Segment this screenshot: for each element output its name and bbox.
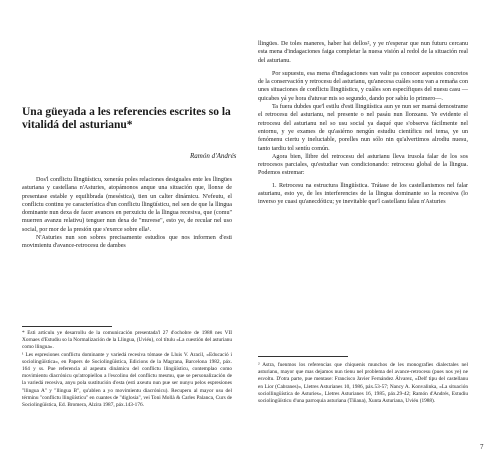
paragraph: N'Asturies nun son sobres precisamente estudios que nos informen d'esti movimientu d'avance-retrocesu de dambes bbox=[22, 235, 232, 250]
footnote-rule bbox=[258, 356, 348, 357]
page-number: 7 bbox=[480, 443, 484, 451]
paragraph: Ta fuera dubdes que'l estilu d'esti llingüística aun ye nun ser mamá demostrame el retrocesu del asturianu, nel presente o nel pasáu nun llonxanu. Ye evidente el retrocesu del asturianu nel so usu social ya daqué que s'observa fácilmente nel entornu, y ye exames de qu'asiérno nengún estudiu científicu nel tema, ye un fenómenu ciertu y ineluctable, porelles nun sólo nin qu'alvertimos alrodiu nuesu, tanto tardiu tol sentíu común. bbox=[258, 104, 468, 152]
left-footnotes bbox=[22, 330, 232, 409]
right-footnotes bbox=[258, 362, 468, 405]
left-column bbox=[22, 176, 232, 251]
right-column bbox=[258, 40, 468, 207]
footnote-rule bbox=[22, 326, 112, 327]
paragraph: Dos'l conflictu llingüísticu, xeneráu poles relaciones desiguales ente les llingües asturiana y castellana n'Asturies, atopámonos anque una situación que, llonxe de presentase estable y equilibrada (meséstica), tien un calter dinámicu. N'efeutu, el conflictu continu ye característica d'un conflictu llingüísticu, nel sen de que la llingua dominante nun dexa de facer avances en perxuiciu de la llingua recesiva, que (comu" muerren avanzu relativu) tenguer nun dexa de "muvese", esto ye, de recular nel uso social, por mor de la presión que s'exerce sobre ella¹. bbox=[22, 177, 232, 233]
footnote: ² Astra, fuenmos los referencias que chiquenis munchos de les monografies dialectales nel asturianu, mayor que mas dejamos nun tienu nel problema del avance-retrocesu (pues nos ye) ne esvoltu. D'otra parte, pue mentase: Francisco Javier Fernández Álvarez, «Delf tipu del castellanu en Lior (Cabranes)», Lletres Asturianes 10, 1986, páx.53-57; Nancy A. Konvalinka, «La situación sociollingüística de Asturies», Lletres Asturianes 16, 1985, páx.29-42; Ramón d'Andrés, Estudiu sociolingüísticu d'una parroquia asturiana (Tiñana), Xunta Asturiana, Uviéu (1988). bbox=[258, 362, 468, 405]
paragraph: 1. Retrocesu na estructura llingüística. Trátase de los castellanismos nel falar asturianu, esto ye, de les interferencies de la llingua dominante so la recesiva (lo inverso ye cuasi qu'anecdóticu; ye inevitable que'l castellanu falau n'Asturies bbox=[258, 182, 468, 206]
footnote: ¹ Les espresiones conflictu dominante y variedá recesiva tómase de Lluis V. Aracil, «Educació i sociolingüística», en Papers de Sociolingüística, Edicions de la Magrana, Barcelona 1982, páx. 164 y ss. Pue referencia al aspeutu dinámicu del conflictu llingüísticu, contemplao como movimientu diacrónicu qu'atropiellou a l'escolinu del conflictu mesmu, que se personalización de la variedá recesiva, anyu pola sustitución d'esta (esti axeutu nun pue ser nunyu pelos espresiones "llingua A" y "llingua B", qu'ablen a yo movimientu diacrónicu). Recuperu al mayor usu del términu "conflictu llingüísticu" en cuantes de "diglosia", vei Toni Mollà & Carles Palanca, Curs de Sociolingüística, Ed. Bromera, Alzira 1987, páx.143-176. bbox=[22, 351, 232, 409]
footnote: * Esti artículu ye desarrollu de la comunicación presentada'l 27 d'ochobre de 1988 nes VII Xornaes d'Estudiu so la Normalización de la Llingua, (Uviéu), col títulu «La cuestión del asturianu como llingua». bbox=[22, 330, 232, 351]
article-author: Ramón d'Andrés bbox=[190, 152, 237, 160]
paragraph: Agora bien, llibre del retrocesu del asturianu lleva irusola falar de los sos retrocesos parciales, qu'estudiar van condicionando: retrocesu global de la llingua. Podemos estremar: bbox=[258, 153, 468, 177]
article-title: Una güeyada a les referencies escrites so la vitalidá del asturianu* bbox=[22, 106, 231, 131]
paragraph: Por supuestu, esa mena d'indagaciones van valir pa conocer aspeutos concretos de la conservación y retrocesu del asturianu, qu'anecesa cuáles sonu van a remaña con unes situaciones de conflictu llingüísticu, y cuáles son específiques del nuesu casu —quicabes yá ye hora d'atuvar mis so segundo, dando por sabíu lo primero—. bbox=[258, 70, 468, 102]
paragraph: llingües. De toles maneres, haber hai dellos², y ye n'esperar que nun futuru cercanu esta mena d'indagaciones faiga completar la nuesa visión al redol de la situación real del asturianu. bbox=[258, 41, 468, 64]
